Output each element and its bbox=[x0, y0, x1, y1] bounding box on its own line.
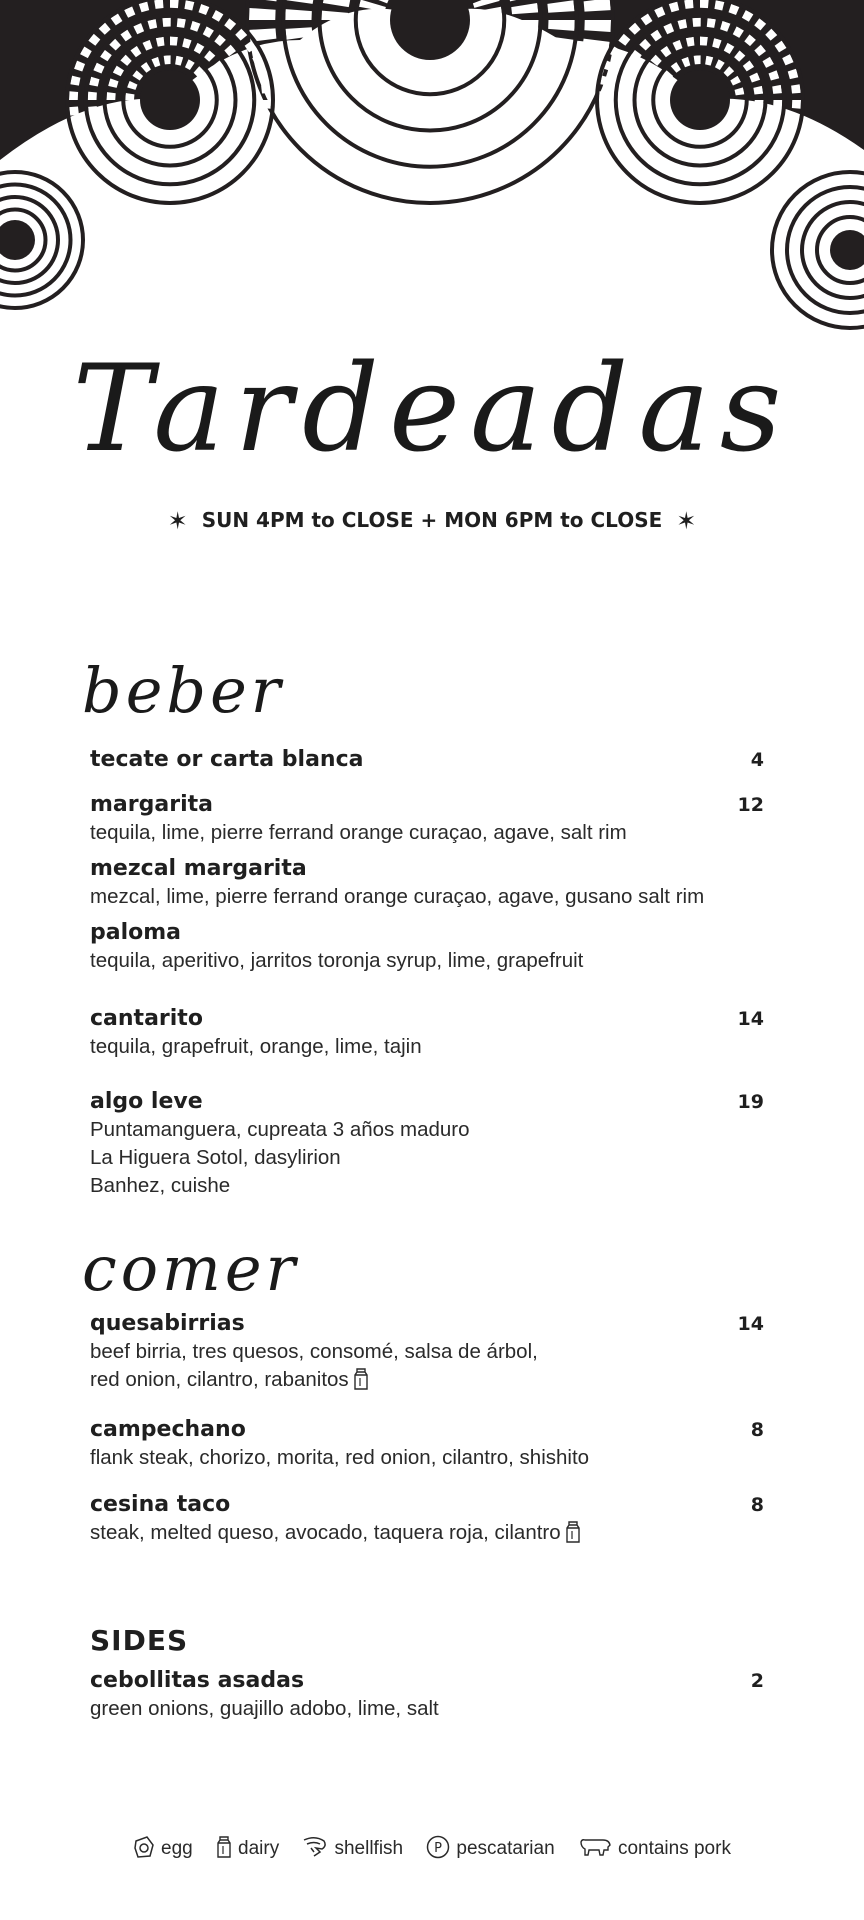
pattern-tile bbox=[692, 154, 700, 163]
item-description: flank steak, chorizo, morita, red onion, cilantro, shishito bbox=[90, 1446, 590, 1469]
pattern-tile bbox=[475, 165, 494, 193]
pattern-tile bbox=[409, 137, 422, 164]
pattern-tile bbox=[322, 26, 349, 37]
pattern-tile bbox=[684, 0, 693, 9]
pattern-tile bbox=[146, 190, 156, 200]
legend-entry bbox=[426, 1835, 554, 1860]
pattern-tile bbox=[699, 136, 706, 145]
pattern-tile bbox=[600, 76, 610, 86]
menu-item bbox=[90, 746, 764, 774]
item-description: tequila, lime, pierre ferrand orange curaçao, agave, salt rim bbox=[90, 821, 627, 844]
pattern-tile bbox=[418, 174, 430, 201]
pattern-tile bbox=[535, 67, 563, 87]
item-description: La Higuera Sotol, dasylirion bbox=[90, 1146, 341, 1169]
shellfish-icon bbox=[302, 1835, 328, 1859]
item-price: 19 bbox=[737, 1091, 764, 1113]
pescatarian-icon bbox=[426, 1835, 450, 1859]
pattern-tile bbox=[162, 154, 170, 163]
legend-label: pescatarian bbox=[456, 1838, 555, 1859]
pattern-tile bbox=[707, 191, 716, 201]
pattern-tile bbox=[584, 0, 611, 12]
pattern-tile bbox=[790, 114, 800, 124]
pattern-tile bbox=[358, 13, 384, 20]
pattern-tile bbox=[69, 91, 78, 100]
star-icon: ✶ bbox=[167, 507, 188, 535]
item-name: margarita bbox=[90, 792, 213, 817]
item-price: 8 bbox=[750, 1494, 764, 1516]
star-icon: ✶ bbox=[676, 507, 697, 535]
pattern-tile bbox=[169, 136, 176, 145]
pattern-tile bbox=[14, 291, 20, 294]
pattern-tile bbox=[388, 96, 405, 123]
pattern-tile bbox=[837, 305, 844, 311]
pattern-tile bbox=[474, 28, 501, 40]
pattern-tile bbox=[684, 172, 693, 182]
pattern-tile bbox=[126, 105, 136, 113]
pattern-tile bbox=[224, 100, 233, 108]
pattern-tile bbox=[449, 98, 464, 125]
pattern-tile bbox=[438, 174, 451, 201]
egg-icon bbox=[133, 1835, 155, 1859]
item-name: cesina taco bbox=[90, 1492, 231, 1517]
section-title-comer: comer bbox=[82, 1232, 300, 1305]
pattern-tile bbox=[170, 0, 179, 8]
pattern-tile bbox=[792, 100, 801, 109]
item-name: mezcal margarita bbox=[90, 856, 307, 881]
pattern-tile bbox=[837, 174, 845, 180]
pattern-tile bbox=[10, 212, 15, 215]
pattern-tile bbox=[692, 18, 700, 27]
pattern-tile bbox=[15, 199, 21, 202]
pattern-tile bbox=[9, 303, 15, 306]
pattern-tile bbox=[461, 93, 479, 120]
pattern-tile bbox=[774, 256, 780, 264]
pattern-tile bbox=[476, 20, 502, 27]
pattern-tile bbox=[311, 88, 338, 112]
pattern-tile bbox=[512, 20, 539, 29]
pattern-tile bbox=[541, 52, 569, 69]
pattern-tile bbox=[15, 174, 21, 177]
pattern-tile bbox=[774, 243, 779, 250]
menu-item bbox=[90, 1667, 764, 1723]
item-name: cantarito bbox=[90, 1006, 203, 1031]
menu-item bbox=[90, 1310, 764, 1394]
item-description bbox=[90, 1366, 764, 1394]
section-title-beber: beber bbox=[82, 654, 285, 727]
pattern-tile bbox=[390, 134, 406, 162]
pattern-tile bbox=[0, 260, 2, 265]
menu-item bbox=[90, 1416, 764, 1472]
pattern-tile bbox=[416, 65, 426, 92]
pattern-tile bbox=[655, 93, 664, 100]
section-title-sides: SIDES bbox=[90, 1624, 189, 1657]
item-description: mezcal, lime, pierre ferrand orange curaçao, agave, gusano salt rim bbox=[90, 885, 705, 908]
menu-item bbox=[90, 1491, 764, 1547]
menu-item bbox=[90, 855, 764, 911]
pattern-tile bbox=[457, 170, 473, 198]
legend-label: contains pork bbox=[617, 1838, 731, 1859]
item-name: quesabirrias bbox=[90, 1311, 245, 1336]
pattern-tile bbox=[491, 117, 514, 144]
pattern-tile bbox=[41, 240, 44, 245]
pattern-tile bbox=[849, 306, 856, 311]
pattern-tile bbox=[355, 161, 375, 190]
item-name: algo leve bbox=[90, 1089, 203, 1114]
legend-label: dairy bbox=[238, 1838, 280, 1859]
item-price: 4 bbox=[750, 749, 764, 771]
pattern-tile bbox=[637, 106, 647, 115]
pattern-tile bbox=[516, 95, 542, 120]
allergen-legend bbox=[0, 1835, 864, 1860]
legend-entry bbox=[216, 1835, 279, 1860]
header-pattern bbox=[0, 0, 864, 360]
pattern-tile bbox=[791, 84, 801, 93]
pattern-tile bbox=[107, 92, 116, 100]
hours-line bbox=[0, 507, 864, 535]
pattern-tile bbox=[375, 167, 393, 195]
pattern-tile bbox=[161, 192, 170, 201]
pattern-center bbox=[390, 0, 470, 60]
pattern-tile bbox=[177, 191, 186, 201]
pattern-tile bbox=[618, 92, 627, 100]
menu-item bbox=[90, 1005, 764, 1061]
pattern-tile bbox=[205, 87, 215, 95]
pattern-tile bbox=[286, 27, 313, 39]
pattern-tile bbox=[436, 101, 447, 128]
pattern-tile bbox=[260, 114, 270, 124]
pattern-tile bbox=[706, 153, 715, 163]
item-description bbox=[90, 1519, 764, 1547]
pattern-tile bbox=[429, 66, 436, 92]
item-price: 12 bbox=[737, 794, 764, 816]
pattern-tile bbox=[754, 100, 763, 108]
item-description: Banhez, cuishe bbox=[90, 1174, 231, 1197]
pattern-tile bbox=[243, 100, 252, 108]
pattern-center bbox=[670, 70, 730, 130]
item-name: cebollitas asadas bbox=[90, 1668, 305, 1693]
pattern-tile bbox=[335, 152, 358, 180]
item-description: Puntamanguera, cupreata 3 años maduro bbox=[90, 1118, 470, 1141]
pattern-tile bbox=[856, 320, 864, 326]
pattern-tile bbox=[736, 100, 745, 107]
pattern-tile bbox=[510, 33, 537, 46]
legend-label: shellfish bbox=[334, 1838, 404, 1859]
pattern-tile bbox=[694, 55, 701, 64]
pattern-tile bbox=[861, 206, 864, 213]
pattern-tile bbox=[404, 100, 417, 127]
pattern-tile bbox=[476, 125, 496, 153]
item-name: paloma bbox=[90, 920, 182, 945]
pattern-tile bbox=[154, 172, 163, 182]
menu-title: Tardeadas bbox=[72, 340, 792, 479]
pattern-tile bbox=[849, 276, 855, 281]
item-name: campechano bbox=[90, 1417, 246, 1442]
pattern-tile bbox=[509, 147, 533, 175]
pattern-tile bbox=[329, 51, 356, 69]
hours-text: SUN 4PM to CLOSE + MON 6PM to CLOSE bbox=[201, 508, 663, 532]
pattern-tile bbox=[493, 157, 514, 185]
item-name: tecate or carta blanca bbox=[90, 747, 364, 772]
pattern-tile bbox=[261, 84, 271, 93]
pattern-tile bbox=[700, 37, 708, 46]
pattern-tile bbox=[206, 100, 215, 107]
item-price: 14 bbox=[737, 1008, 764, 1030]
pattern-tile bbox=[301, 74, 329, 95]
pattern-tile bbox=[15, 266, 20, 269]
pattern-tile bbox=[242, 85, 252, 94]
pattern-tile bbox=[504, 107, 529, 133]
menu-item bbox=[90, 791, 764, 847]
item-description-text: red onion, cilantro, rabanitos bbox=[90, 1368, 349, 1391]
pattern-tile bbox=[162, 18, 170, 27]
pattern-tile bbox=[53, 240, 56, 246]
pattern-tile bbox=[445, 136, 459, 164]
pattern-tile bbox=[88, 106, 98, 115]
pattern-tile bbox=[691, 192, 700, 201]
pattern-tile bbox=[338, 111, 362, 138]
pattern-tile bbox=[844, 189, 851, 194]
menu-item bbox=[90, 1088, 764, 1200]
pattern-tile bbox=[850, 204, 857, 209]
pattern-tile bbox=[157, 134, 165, 144]
pattern-tile bbox=[771, 114, 781, 124]
pattern-tile bbox=[584, 20, 611, 32]
pattern-tile bbox=[9, 278, 15, 281]
pattern-tile bbox=[0, 202, 1, 207]
pattern-tile bbox=[676, 190, 686, 200]
pattern-tile bbox=[619, 77, 629, 87]
pattern-tile bbox=[772, 85, 782, 94]
pattern-tile bbox=[66, 240, 69, 246]
pattern-tile bbox=[789, 255, 795, 262]
pattern-tile bbox=[461, 132, 478, 160]
pattern-tile bbox=[262, 100, 271, 109]
pattern-tile bbox=[713, 171, 723, 181]
pattern-tile bbox=[700, 0, 709, 8]
pattern-tile bbox=[804, 243, 809, 250]
pattern-tile bbox=[773, 100, 782, 108]
pattern-tile bbox=[169, 173, 177, 182]
pattern-tile bbox=[599, 91, 608, 100]
item-price: 14 bbox=[737, 1313, 764, 1335]
item-description-text: steak, melted queso, avocado, taquera roja, cilantro bbox=[90, 1521, 561, 1544]
pattern-tile bbox=[562, 92, 590, 115]
pattern-tile bbox=[293, 59, 321, 78]
pattern-tile bbox=[396, 172, 411, 200]
pattern-tile bbox=[371, 128, 390, 156]
pork-icon bbox=[578, 1835, 612, 1859]
pattern-tile bbox=[429, 138, 440, 165]
dairy-icon bbox=[216, 1835, 232, 1859]
pattern-tile bbox=[275, 99, 303, 123]
pattern-tile bbox=[850, 174, 857, 179]
item-description: tequila, aperitivo, jarritos toronja syrup, lime, grapefruit bbox=[90, 949, 584, 972]
pattern-tile bbox=[687, 134, 695, 144]
pattern-tile bbox=[843, 321, 850, 326]
pattern-tile bbox=[438, 64, 450, 91]
pattern-tile bbox=[154, 0, 163, 9]
pattern-tile bbox=[107, 106, 117, 115]
pattern-tile bbox=[599, 107, 609, 116]
pattern-tile bbox=[526, 82, 553, 105]
pattern-tile bbox=[88, 92, 97, 100]
pattern-tile bbox=[324, 100, 350, 125]
pattern-tile bbox=[819, 244, 824, 250]
pattern-tile bbox=[637, 92, 646, 100]
legend-entry bbox=[302, 1835, 403, 1860]
pattern-tile bbox=[69, 107, 79, 116]
pattern-tile bbox=[9, 187, 15, 190]
pattern-tile bbox=[789, 243, 794, 250]
pattern-tile bbox=[176, 153, 185, 163]
pattern-tile bbox=[856, 189, 863, 195]
pattern-tile bbox=[358, 24, 385, 33]
pattern-tile bbox=[506, 45, 533, 62]
pattern-tile bbox=[618, 106, 628, 115]
pattern-tile bbox=[324, 39, 351, 54]
pattern-center bbox=[830, 230, 864, 270]
item-description: green onions, guajillo adobo, lime, salt bbox=[90, 1697, 439, 1720]
pattern-center bbox=[0, 220, 35, 260]
pattern-tile bbox=[164, 55, 171, 64]
svg-text:P: P bbox=[434, 1841, 443, 1856]
pattern-tile bbox=[288, 43, 316, 59]
item-description: tequila, grapefruit, orange, lime, tajin bbox=[90, 1035, 422, 1058]
pattern-center bbox=[140, 70, 200, 130]
pattern-tile bbox=[845, 219, 851, 224]
pattern-tile bbox=[249, 8, 276, 20]
item-price: 2 bbox=[750, 1670, 764, 1692]
item-description: beef birria, tres quesos, consomé, salsa de árbol, bbox=[90, 1340, 538, 1363]
pattern-tile bbox=[656, 105, 666, 113]
item-price: 8 bbox=[750, 1419, 764, 1441]
menu-item bbox=[90, 919, 764, 975]
dairy-icon bbox=[353, 1368, 369, 1390]
pattern-tile bbox=[170, 37, 178, 46]
dairy-icon bbox=[565, 1521, 581, 1543]
legend-entry bbox=[133, 1835, 193, 1860]
pattern-tile bbox=[223, 86, 233, 95]
pattern-tile bbox=[241, 114, 251, 124]
legend-entry bbox=[578, 1835, 731, 1860]
pattern-tile bbox=[183, 171, 193, 181]
pattern-tile bbox=[354, 121, 376, 149]
legend-label: egg bbox=[161, 1838, 193, 1859]
pattern-tile bbox=[699, 173, 707, 182]
pattern-tile bbox=[571, 75, 600, 95]
pattern-tile bbox=[843, 291, 850, 296]
pattern-tile bbox=[78, 240, 81, 246]
pattern-tile bbox=[421, 102, 430, 129]
